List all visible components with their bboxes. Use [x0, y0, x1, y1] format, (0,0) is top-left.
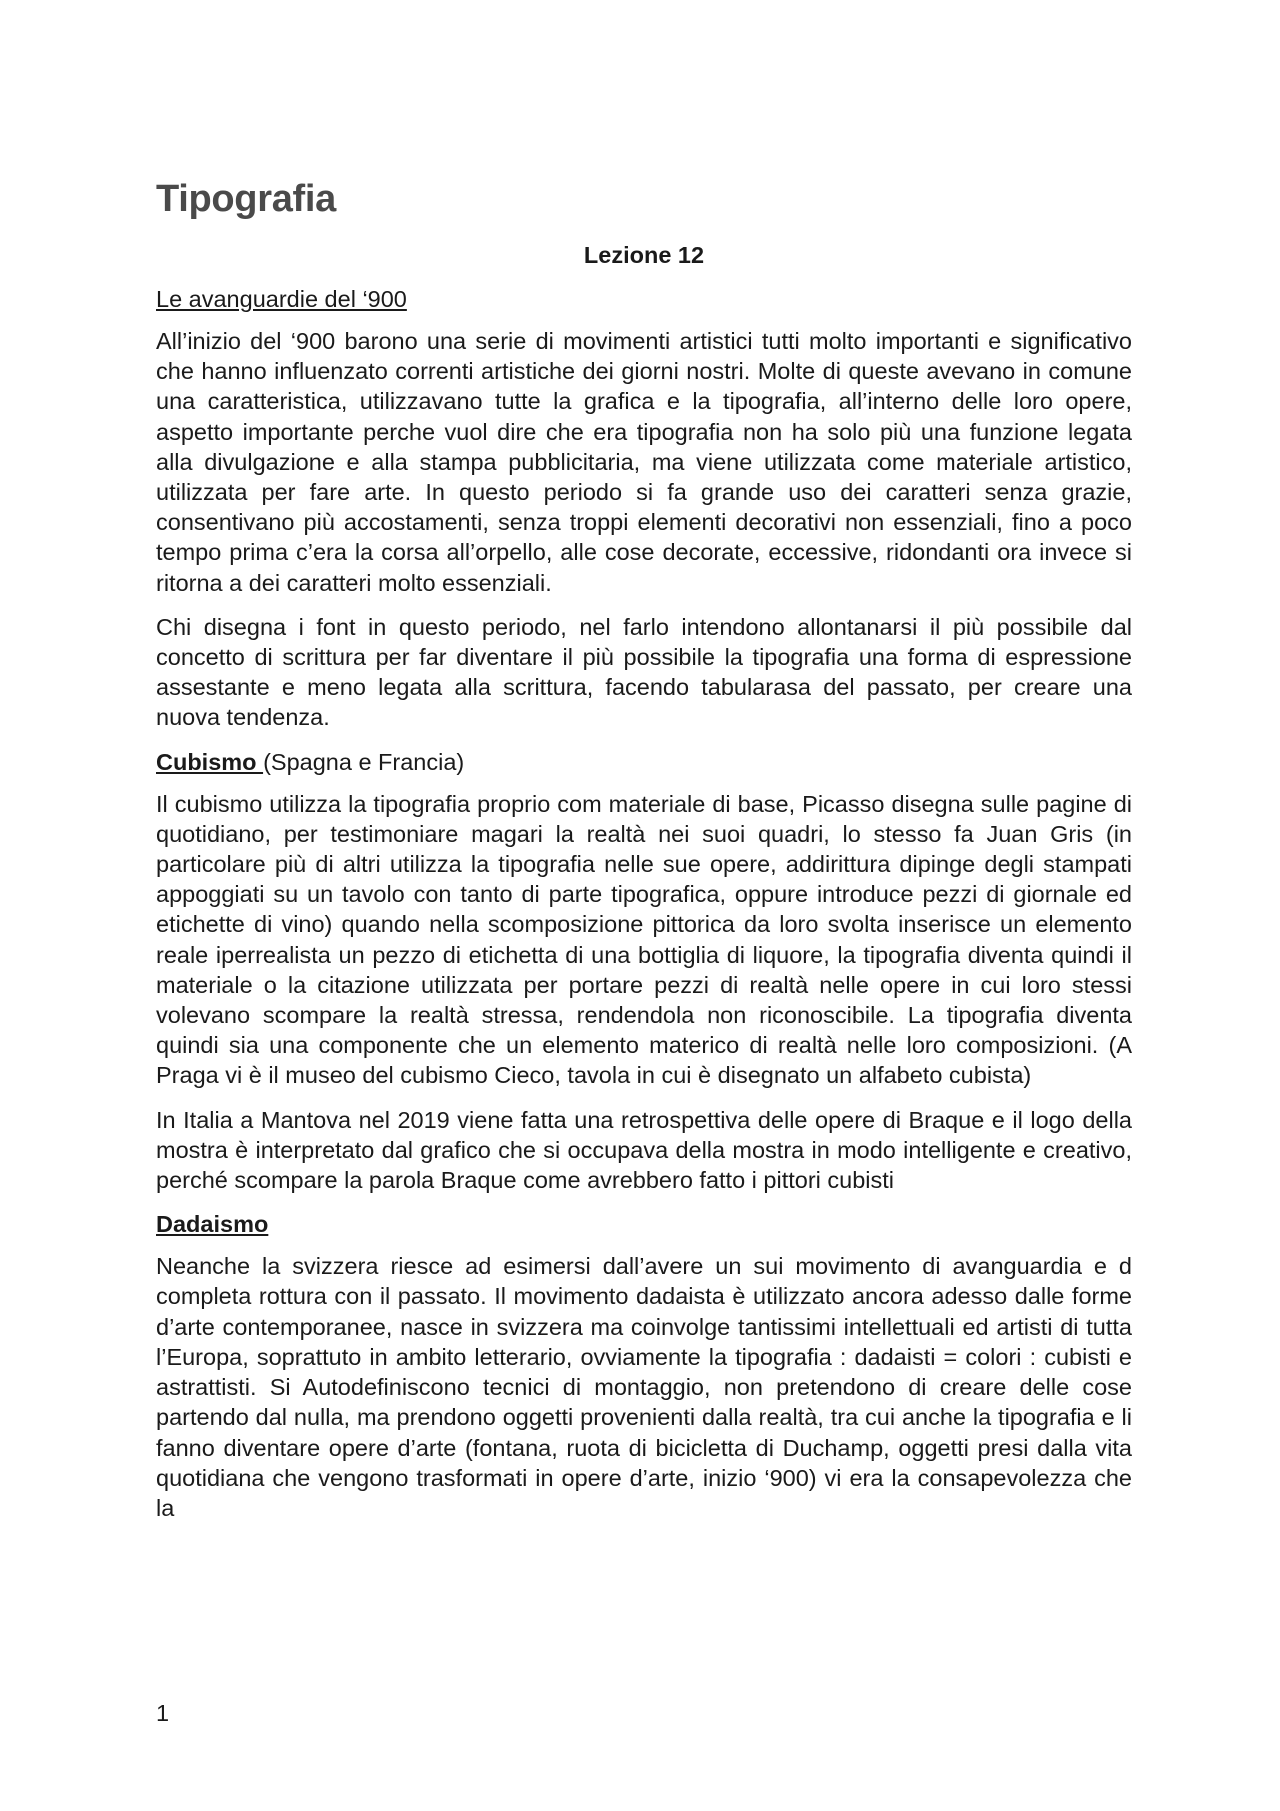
cubismo-heading-suffix: (Spagna e Francia): [263, 748, 465, 775]
dadaismo-heading: [156, 1209, 1132, 1239]
lesson-label: Lezione 12: [583, 242, 705, 268]
document-page: [156, 176, 1132, 1537]
document-title: Tipografia: [156, 178, 336, 220]
dadaismo-paragraph: Neanche la svizzera riesce ad esimersi dall’avere un sui movimento di avanguardia e d completa rottura con il passato. Il movimento dadaista è utilizzato ancora adesso dalle forme d’arte contemporanee, nasce in svizzera ma coinvolge tantissimi intellettuali ed artisti di tutta l’Europa, soprattuto in ambito letterario, ovviamente la tipografia : dadaisti = colori : cubisti e astrattisti. Si Autodefiniscono tecnici di montaggio, non pretendono di creare delle cose partendo dal nulla, ma prendono oggetti provenienti dalla realtà, tra cui anche la tipografia e li fanno diventare opere d’arte (fontana, ruota di bicicletta di Duchamp, oggetti presi dalla vita quotidiana che vengono trasformati in opere d’arte, inizio ‘900) vi era la consapevolezza che la: [156, 1253, 1132, 1521]
cubismo-paragraph-2: In Italia a Mantova nel 2019 viene fatta una retrospettiva delle opere di Braque e il logo della mostra è interpretato dal grafico che si occupava della mostra in modo intelligente e creativo, perché scompare la parola Braque come avrebbero fatto i pittori cubisti: [156, 1106, 1132, 1194]
cubismo-paragraph-1: Il cubismo utilizza la tipografia proprio com materiale di base, Picasso disegna sulle pagine di quotidiano, per testimoniare magari la realtà nei suoi quadri, lo stesso fa Juan Gris (in particolare più di altri utilizza la tipografia nelle sue opere, addirittura dipinge degli stampati appoggiati su un tavolo con tanto di parte tipografica, oppure introduce pezzi di giornale ed etichette di vino) quando nella scomposizione pittorica da loro svolta inserisce un elemento reale iperrealista un pezzo di etichetta di una bottiglia di liquore, la tipografia diventa quindi il materiale o la citazione utilizzata per portare pezzi di realtà nelle opere in cui loro stessi volevano scompare la realtà stressa, rendendola non riconoscibile. La tipografia diventa quindi sia una componente che un elemento materico di realtà nelle loro composizioni. (A Praga vi è il museo del cubismo Cieco, tavola in cui è disegnato un alfabeto cubista): [156, 790, 1132, 1089]
page-number: 1: [156, 1700, 170, 1726]
cubismo-heading-title: Cubismo: [156, 748, 264, 775]
intro-paragraph-1: All’inizio del ‘900 barono una serie di movimenti artistici tutti molto importanti e significativo che hanno influenzato correnti artistiche dei giorni nostri. Molte di queste avevano in comune una caratteristica, utilizzavano tutte la grafica e la tipografia, all’interno delle loro opere, aspetto importante perche vuol dire che era tipografia non ha solo più una funzione legata alla divulgazione e alla stampa pubblicitaria, ma viene utilizzata come materiale artistico, utilizzata per fare arte. In questo periodo si fa grande uso dei caratteri senza grazie, consentivano più accostamenti, senza troppi elementi decorativi non essenziali, fino a poco tempo prima c’era la corsa all’orpello, alle cose decorate, eccessive, ridondanti ora invece si ritorna a dei caratteri molto essenziali.: [156, 328, 1132, 596]
section-heading: Le avanguardie del ‘900: [156, 286, 407, 312]
dadaismo-heading-title: Dadaismo: [156, 1211, 269, 1238]
intro-paragraph-2: Chi disegna i font in questo periodo, nel farlo intendono allontanarsi il più possibile dal concetto di scrittura per far diventare il più possibile la tipografia una forma di espressione assestante e meno legata alla scrittura, facendo tabularasa del passato, per creare una nuova tendenza.: [156, 613, 1132, 731]
cubismo-heading: [156, 747, 1132, 777]
